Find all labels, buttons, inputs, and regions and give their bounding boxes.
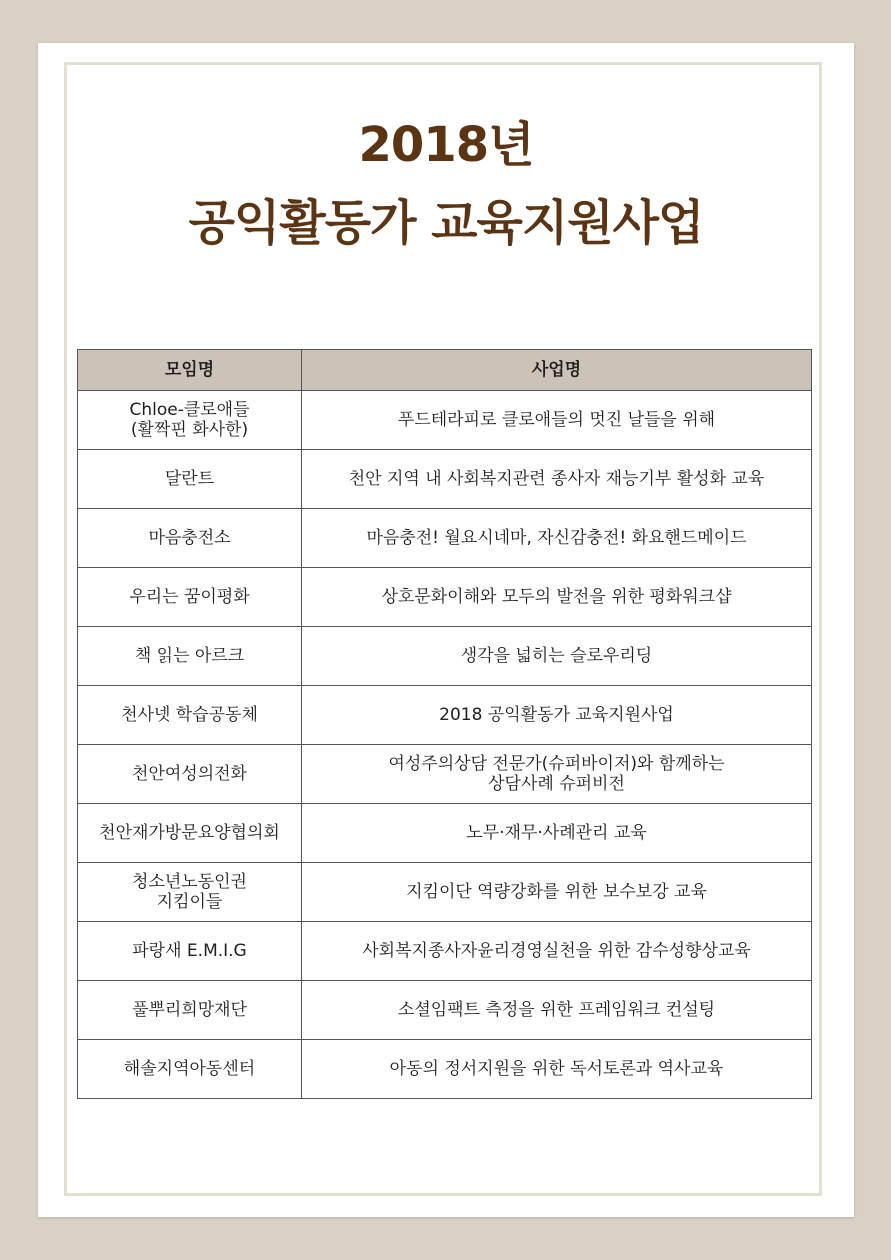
table-row [78,922,812,981]
header-project-name: 사업명 [302,350,812,391]
title-program: 공익활동가 교육지원사업 [188,195,704,251]
cell-group-name: 천사넷 학습공동체 [78,686,302,745]
title-year: 2018년 [358,117,534,173]
table-row [78,745,812,804]
table-row [78,450,812,509]
cell-group-name: 해솔지역아동센터 [78,1040,302,1099]
cell-group-name: Chloe-클로애들 (활짝핀 화사한) [78,391,302,450]
cell-group-name: 천안재가방문요양협의회 [78,804,302,863]
cell-group-name: 청소년노동인권 지킴이들 [78,863,302,922]
cell-project-name: 사회복지종사자윤리경영실천을 위한 감수성향상교육 [302,922,812,981]
cell-group-name: 책 읽는 아르크 [78,627,302,686]
table-row [78,981,812,1040]
table-row [78,686,812,745]
cell-project-name: 푸드테라피로 클로애들의 멋진 날들을 위해 [302,391,812,450]
cell-group-name: 달란트 [78,450,302,509]
cell-project-name: 상호문화이해와 모두의 발전을 위한 평화워크샵 [302,568,812,627]
table-row [78,568,812,627]
table-row [78,509,812,568]
table-row [78,391,812,450]
cell-project-name: 아동의 정서지원을 위한 독서토론과 역사교육 [302,1040,812,1099]
table-row [78,1040,812,1099]
cell-project-name: 여성주의상담 전문가(슈퍼바이저)와 함께하는 상담사례 슈퍼비전 [302,745,812,804]
cell-group-name: 우리는 꿈이평화 [78,568,302,627]
cell-group-name: 풀뿌리희망재단 [78,981,302,1040]
cell-project-name: 지킴이단 역량강화를 위한 보수보강 교육 [302,863,812,922]
header-group-name: 모임명 [78,350,302,391]
cell-project-name: 생각을 넓히는 슬로우리딩 [302,627,812,686]
cell-project-name: 마음충전! 월요시네마, 자신감충전! 화요핸드메이드 [302,509,812,568]
cell-project-name: 노무·재무·사례관리 교육 [302,804,812,863]
cell-group-name: 파랑새 E.M.I.G [78,922,302,981]
cell-project-name: 소셜임팩트 측정을 위한 프레임워크 컨설팅 [302,981,812,1040]
cell-project-name: 2018 공익활동가 교육지원사업 [302,686,812,745]
cell-project-name: 천안 지역 내 사회복지관련 종사자 재능기부 활성화 교육 [302,450,812,509]
cell-group-name: 마음충전소 [78,509,302,568]
table-row [78,804,812,863]
cell-group-name: 천안여성의전화 [78,745,302,804]
table-header-row [78,350,812,391]
table-row [78,863,812,922]
table-row [78,627,812,686]
program-table [77,349,812,1099]
document-page [38,43,854,1217]
